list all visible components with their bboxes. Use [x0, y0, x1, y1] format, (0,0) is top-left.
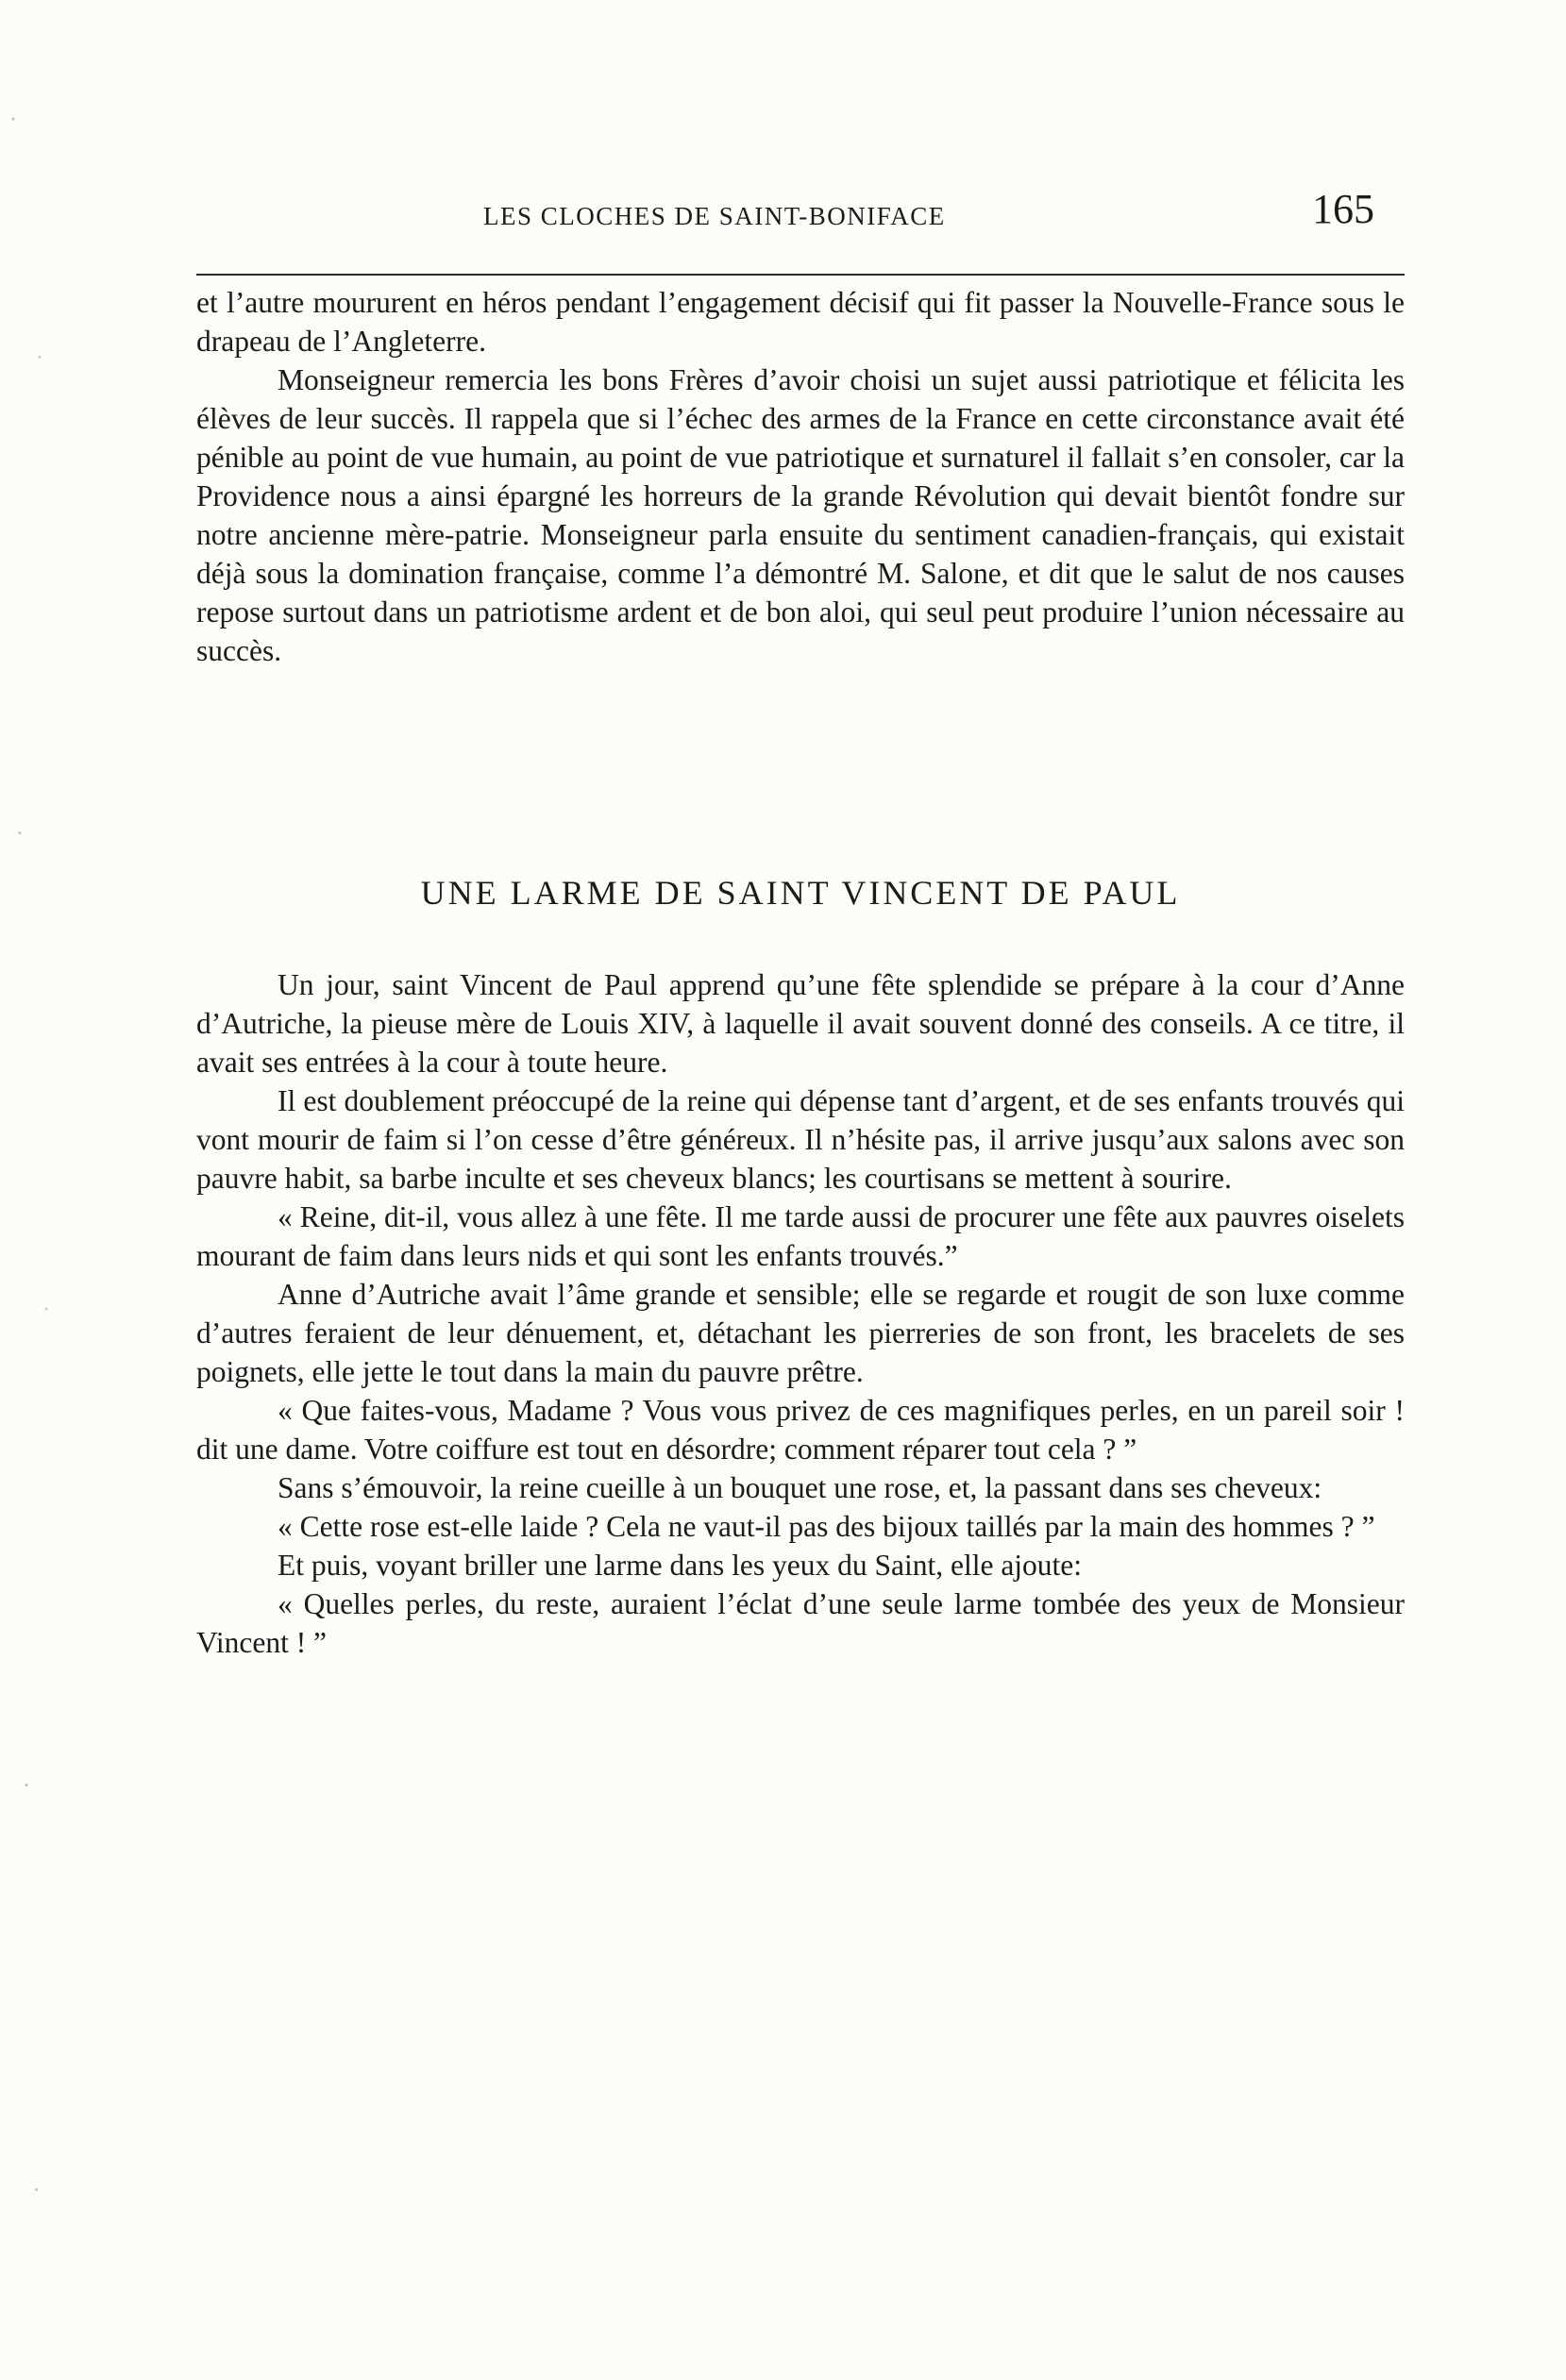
paragraph: Anne d’Autriche avait l’âme grande et sensible; elle se regarde et rougit de son luxe comme d’autres feraient de leur dénuement, et, détachant les pierreries de son front, les bracelets de ses poignets, elle jette le tout dans la main du pauvre prêtre. [196, 1278, 1405, 1388]
paragraph: Monseigneur remercia les bons Frères d’avoir choisi un sujet aussi patriotique et félicita les élèves de leur succès. Il rappela que si l’échec des armes de la France en cette circonstance avait été pénible au point de vue humain, au point de vue patriotique et surnaturel il fallait s’en consoler, car la Providence nous a ainsi épargné les horreurs de la grande Révolution qui devait bientôt fondre sur notre ancienne mère-patrie. Monseigneur parla ensuite du sentiment canadien-français, qui existait déjà sous la domination française, comme l’a démontré M. Salone, et dit que le salut de nos causes repose surtout dans un patriotisme ardent et de bon aloi, qui seul peut produire l’union nécessaire au succès. [196, 363, 1405, 667]
paragraph: Un jour, saint Vincent de Paul apprend qu’une fête splendide se prépare à la cour d’Anne d’Autriche, la pieuse mère de Louis XIV, à laquelle il avait souvent donné des conseils. A ce titre, il avait ses entrées à la cour à toute heure. [196, 968, 1405, 1079]
paragraph: Et puis, voyant briller une larme dans les yeux du Saint, elle ajoute: [278, 1549, 1083, 1582]
section-title: UNE LARME DE SAINT VINCENT DE PAUL [420, 874, 1181, 912]
running-head: LES CLOCHES DE SAINT-BONIFACE [483, 202, 946, 230]
paragraph: « Cette rose est-elle laide ? Cela ne vaut-il pas des bijoux taillés par la main des hommes ? ” [278, 1510, 1375, 1543]
scan-edge-noise [0, 0, 66, 2380]
paragraph: Sans s’émouvoir, la reine cueille à un bouquet une rose, et, la passant dans ses cheveux: [278, 1471, 1322, 1504]
paragraph: « Que faites-vous, Madame ? Vous vous privez de ces magnifiques perles, en un pareil soir ! dit une dame. Votre coiffure est tout en désordre; comment réparer tout cela ? ” [196, 1394, 1405, 1466]
paragraph: « Reine, dit-il, vous allez à une fête. Il me tarde aussi de procurer une fête aux pauvres oiselets mourant de faim dans leurs nids et qui sont les enfants trouvés.” [196, 1200, 1405, 1272]
section-body [196, 965, 1405, 1662]
paragraph: Il est doublement préoccupé de la reine qui dépense tant d’argent, et de ses enfants trouvés qui vont mourir de faim si l’on cesse d’être généreux. Il n’hésite pas, il arrive jusqu’aux salons avec son pauvre habit, sa barbe inculte et ses cheveux blancs; les courtisans se mettent à sourire. [196, 1084, 1405, 1195]
page-number: 165 [1312, 186, 1374, 232]
paragraph: « Quelles perles, du reste, auraient l’éclat d’une seule larme tombée des yeux de Monsieur Vincent ! ” [196, 1587, 1405, 1659]
paragraph-continued: et l’autre moururent en héros pendant l’engagement décisif qui fit passer la Nouvelle-France sous le drapeau de l’Angleterre. [196, 286, 1405, 358]
header-rule [196, 274, 1405, 276]
page-header [189, 185, 1416, 242]
opening-text [196, 283, 1405, 670]
